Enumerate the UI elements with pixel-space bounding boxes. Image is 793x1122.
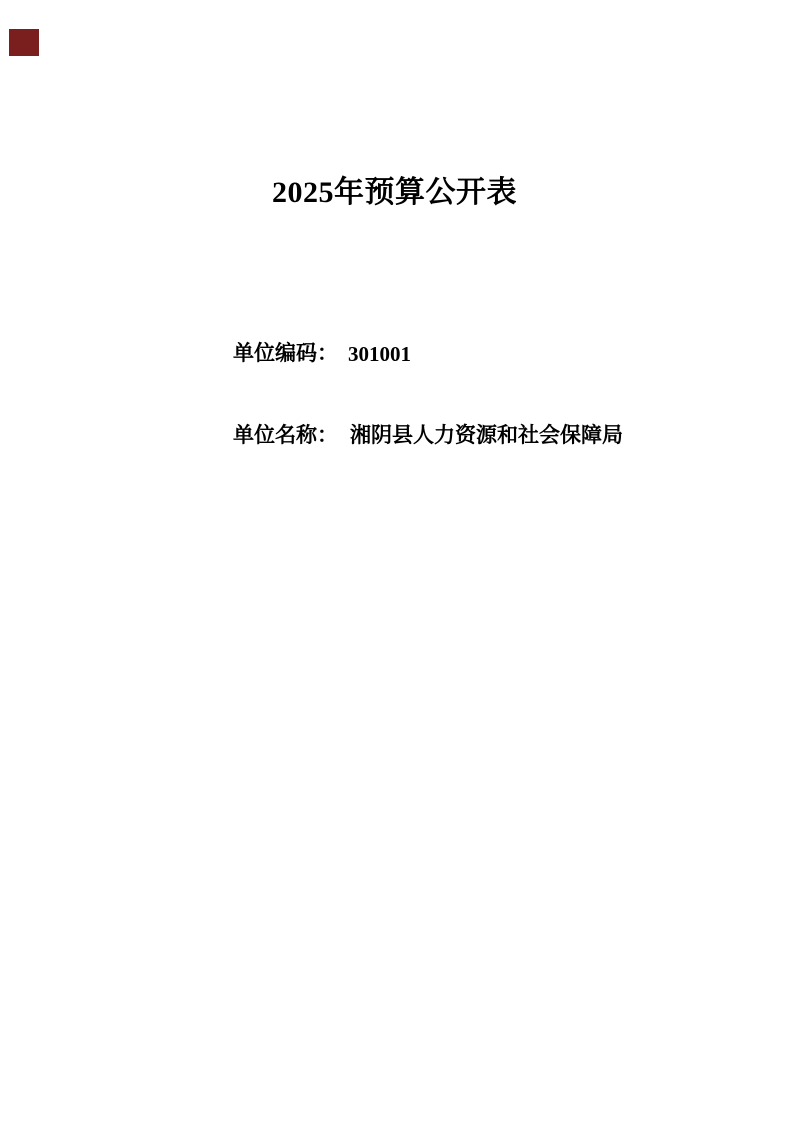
unit-name-value: 湘阴县人力资源和社会保障局 [350, 423, 623, 447]
unit-code-value: 301001 [348, 342, 411, 366]
red-marker [9, 29, 39, 56]
unit-code-label: 单位编码： [233, 341, 338, 365]
page-title: 2025年预算公开表 [272, 176, 517, 209]
unit-name-label: 单位名称： [233, 423, 338, 447]
